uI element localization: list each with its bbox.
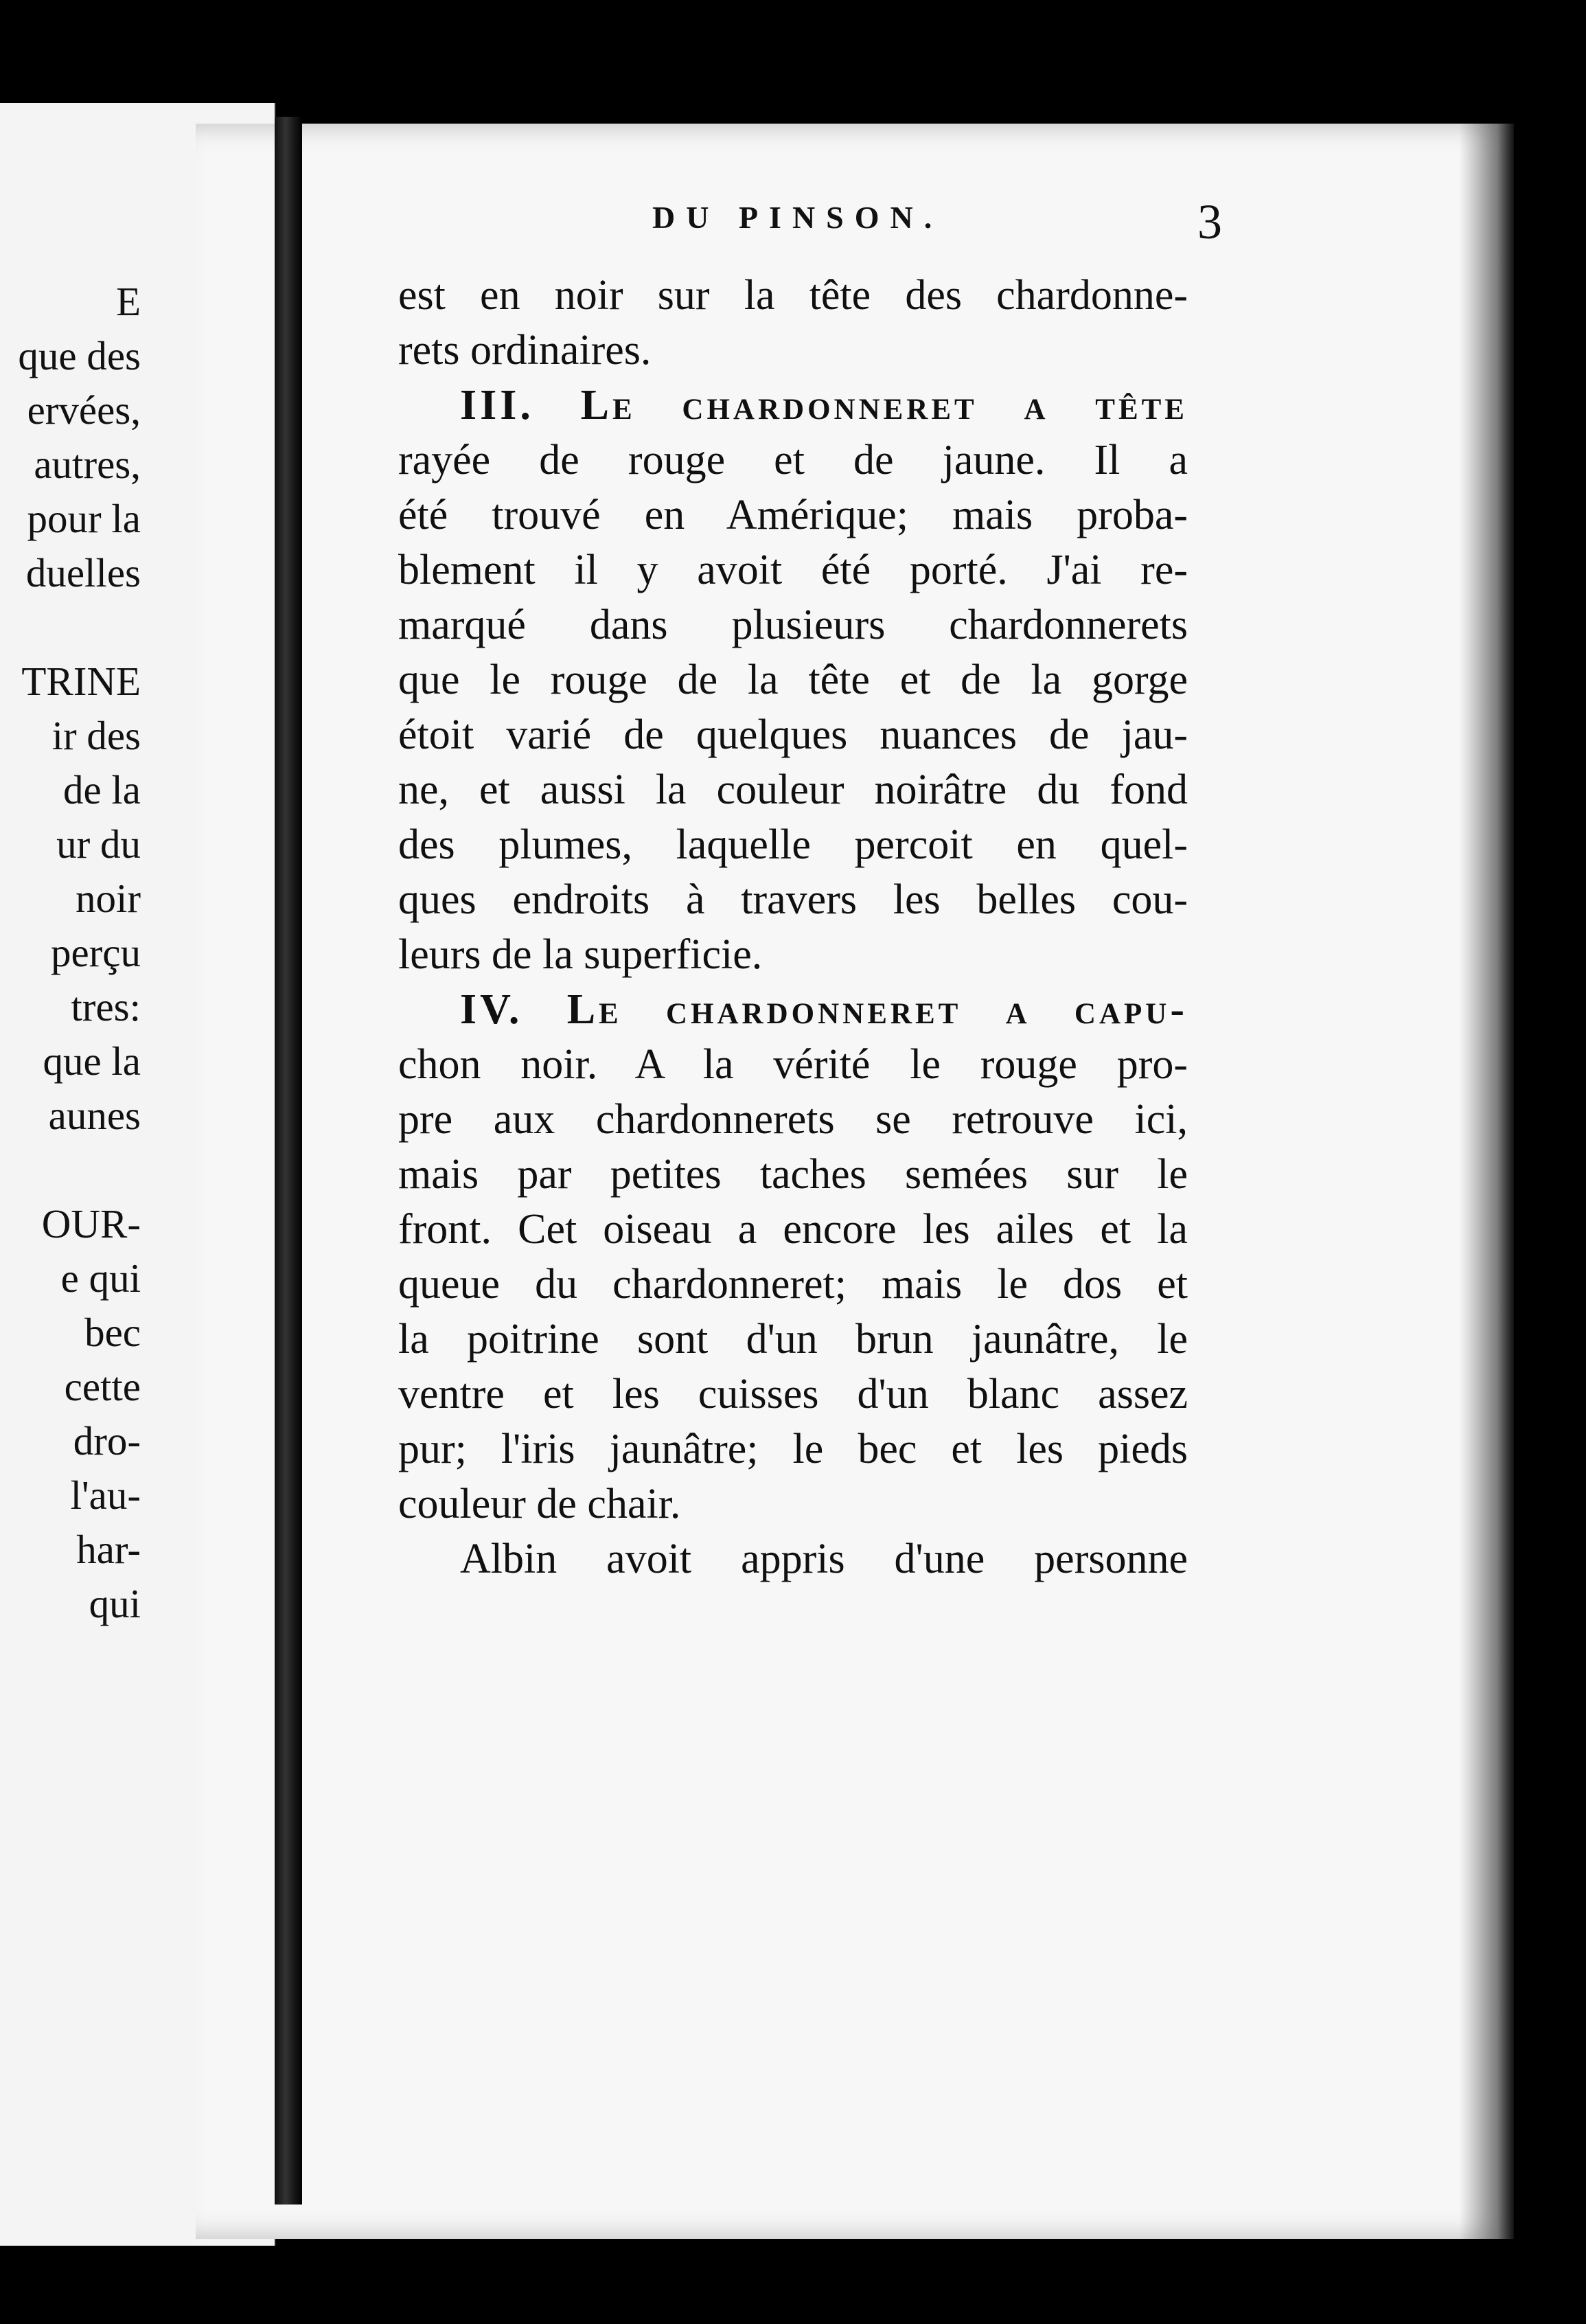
body-text	[398, 268, 1188, 1586]
facing-line: TRINE	[21, 659, 141, 704]
facing-line: que la	[43, 1038, 141, 1084]
facing-line: aunes	[48, 1093, 141, 1138]
facing-line	[0, 600, 141, 654]
facing-line: tres:	[71, 984, 141, 1029]
facing-line: autres,	[34, 442, 141, 487]
facing-line: noir	[75, 876, 141, 921]
facing-line	[0, 1143, 141, 1197]
facing-line: qui	[89, 1581, 141, 1626]
text-line: pur; l'iris jaunâtre; le bec et les pieds	[398, 1426, 1188, 1472]
facing-line: har-	[76, 1527, 141, 1572]
text-line: la poitrine sont d'un brun jaunâtre, le	[398, 1316, 1188, 1363]
section-heading-iii: III. Le chardonneret a tête	[460, 382, 1188, 429]
facing-line: perçu	[50, 930, 141, 975]
facing-line: dro-	[73, 1418, 141, 1463]
text-line: Albin avoit appris d'une personne	[460, 1536, 1188, 1582]
text-line: rayée de rouge et de jaune. Il a	[398, 437, 1188, 483]
facing-line: pour la	[27, 496, 141, 541]
facing-line: bec	[84, 1310, 141, 1355]
section-heading-iv: IV. Le chardonneret a capu-	[460, 986, 1188, 1033]
facing-line: cette	[64, 1364, 141, 1409]
facing-line: de la	[62, 767, 141, 812]
text-line: leurs de la superficie.	[398, 931, 763, 978]
text-line: des plumes, laquelle percoit en quel-	[398, 821, 1188, 868]
book-gutter	[275, 117, 302, 2205]
text-line: ventre et les cuisses d'un blanc assez	[398, 1371, 1188, 1417]
text-line: est en noir sur la tête des chardonne-	[398, 272, 1188, 319]
text-line: blement il y avoit été porté. J'ai re-	[398, 547, 1188, 593]
facing-line: E	[115, 279, 141, 324]
facing-line: ur du	[56, 821, 141, 867]
text-line: ne, et aussi la couleur noirâtre du fond	[398, 766, 1188, 813]
text-line: front. Cet oiseau a encore les ailes et la	[398, 1206, 1188, 1253]
facing-line: que des	[18, 333, 141, 378]
page-edge-shadow	[1459, 124, 1514, 2239]
text-line: mais par petites taches semées sur le	[398, 1151, 1188, 1198]
text-line: ques endroits à travers les belles cou-	[398, 876, 1188, 923]
text-line: couleur de chair.	[398, 1481, 681, 1527]
facing-line: OUR-	[41, 1201, 141, 1246]
facing-line: e qui	[60, 1255, 141, 1301]
running-title: DU PINSON.	[652, 200, 943, 235]
facing-line: ervées,	[27, 387, 141, 433]
facing-line: l'au-	[70, 1472, 141, 1518]
page-number: 3	[1197, 194, 1222, 249]
text-line: marqué dans plusieurs chardonnerets	[398, 602, 1188, 648]
text-line: queue du chardonneret; mais le dos et	[398, 1261, 1188, 1308]
text-line: été trouvé en Amérique; mais proba-	[398, 492, 1188, 538]
text-line: étoit varié de quelques nuances de jau-	[398, 711, 1188, 758]
facing-page-text	[0, 275, 141, 1631]
text-line: que le rouge de la tête et de la gorge	[398, 657, 1188, 703]
text-line: chon noir. A la vérité le rouge pro-	[398, 1041, 1188, 1088]
text-line: rets ordinaires.	[398, 327, 652, 374]
running-header	[453, 194, 1222, 254]
facing-line: duelles	[25, 550, 141, 595]
facing-line: ir des	[51, 713, 141, 758]
text-line: pre aux chardonnerets se retrouve ici,	[398, 1096, 1188, 1143]
